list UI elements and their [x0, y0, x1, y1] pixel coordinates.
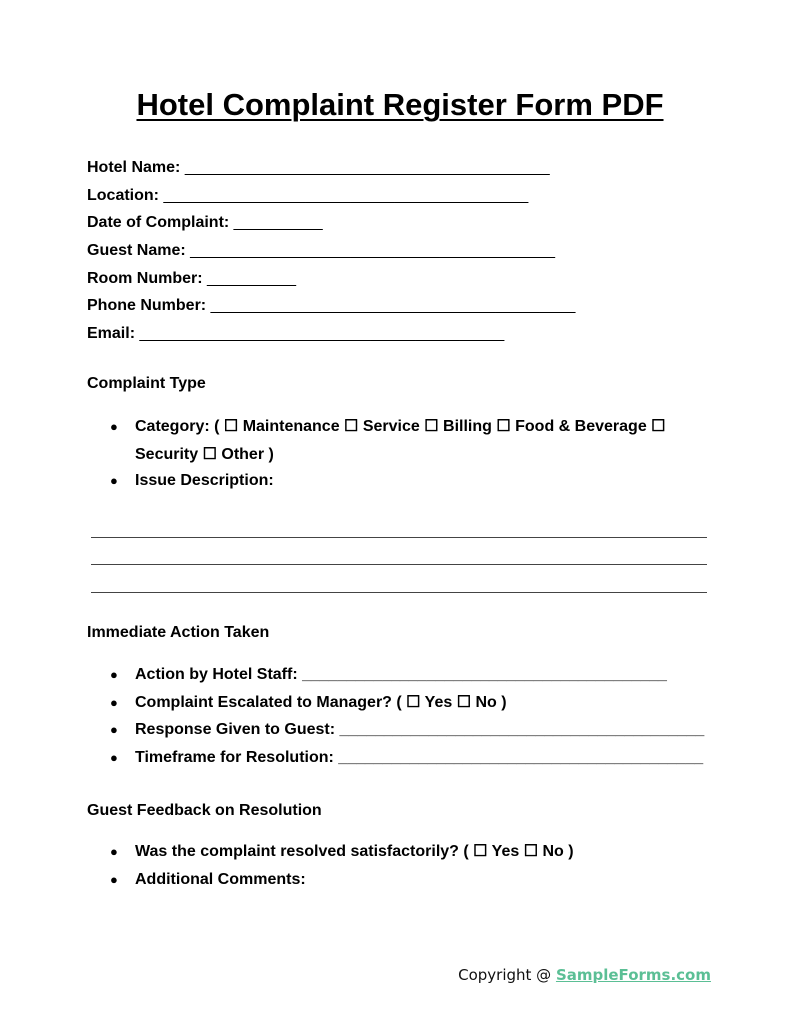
resolved-satisfactorily-item [87, 838, 727, 866]
hotel-name-field [87, 154, 727, 182]
immediate-action-heading: Immediate Action Taken [87, 624, 270, 641]
issue-description-lines [91, 510, 707, 593]
room-number-blank[interactable]: __________ [207, 269, 296, 287]
immediate-action-list [87, 661, 727, 771]
bullet-icon: ● [110, 844, 118, 859]
category-item [87, 413, 687, 468]
action-by-staff-item [87, 661, 727, 689]
location-blank[interactable]: _________________________________________ [163, 186, 529, 204]
hotel-name-blank[interactable]: _________________________________________ [184, 159, 550, 176]
date-of-complaint-blank[interactable]: __________ [233, 214, 323, 232]
email-blank[interactable]: _________________________________________ [139, 325, 505, 343]
hotel-name-label: Hotel Name: [87, 159, 181, 176]
sampleforms-link[interactable]: SampleForms.com [555, 966, 711, 984]
phone-number-blank[interactable]: _________________________________________ [210, 297, 576, 315]
category-text[interactable]: Category: ( ☐ Maintenance ☐ Service ☐ Billing ☐ Food & Beverage ☐ Security ☐ Other ) [135, 418, 666, 463]
complaint-type-heading: Complaint Type [87, 375, 206, 392]
complaint-type-list [87, 413, 687, 495]
room-number-label: Room Number: [87, 269, 203, 287]
date-of-complaint-field [87, 209, 727, 237]
escalated-to-manager-item [87, 689, 727, 717]
action-by-staff-text[interactable]: Action by Hotel Staff: _________________________________________ [135, 666, 667, 683]
description-line[interactable] [91, 565, 707, 593]
issue-description-label: Issue Description: [135, 472, 274, 490]
location-label: Location: [87, 186, 159, 204]
copyright-footer [458, 966, 711, 984]
response-to-guest-text[interactable]: Response Given to Guest: _________________________________________ [135, 721, 705, 739]
copyright-prefix: Copyright @ [458, 966, 556, 984]
phone-number-field [87, 292, 727, 320]
timeframe-text[interactable]: Timeframe for Resolution: _________________________________________ [135, 748, 704, 766]
page-title: Hotel Complaint Register Form PDF [136, 87, 664, 122]
email-label: Email: [87, 325, 136, 343]
phone-number-label: Phone Number: [87, 297, 207, 315]
guest-info-fields [87, 154, 727, 348]
resolved-satisfactorily-text[interactable]: Was the complaint resolved satisfactorily? ( ☐ Yes ☐ No ) [135, 843, 574, 860]
guest-feedback-list [87, 838, 727, 893]
response-to-guest-item [87, 716, 727, 744]
location-field [87, 182, 727, 210]
bullet-icon: ● [110, 694, 118, 710]
room-number-field [87, 265, 727, 293]
additional-comments-label: Additional Comments: [135, 870, 306, 888]
description-line[interactable] [91, 510, 707, 538]
bullet-icon: ● [110, 473, 118, 489]
bullet-icon: ● [110, 667, 118, 682]
escalated-to-manager-text[interactable]: Complaint Escalated to Manager? ( ☐ Yes ☐ No ) [135, 693, 507, 711]
email-field [87, 320, 727, 348]
additional-comments-item [87, 866, 727, 894]
description-line[interactable] [91, 538, 707, 566]
bullet-icon: ● [110, 419, 118, 434]
bullet-icon: ● [110, 722, 118, 738]
guest-name-blank[interactable]: _________________________________________ [190, 242, 555, 260]
bullet-icon: ● [110, 749, 118, 765]
guest-feedback-heading: Guest Feedback on Resolution [87, 802, 322, 819]
guest-name-label: Guest Name: [87, 242, 186, 260]
guest-name-field [87, 237, 727, 265]
timeframe-item [87, 744, 727, 772]
date-of-complaint-label: Date of Complaint: [87, 214, 230, 232]
bullet-icon: ● [110, 871, 118, 887]
issue-description-item [87, 467, 687, 495]
